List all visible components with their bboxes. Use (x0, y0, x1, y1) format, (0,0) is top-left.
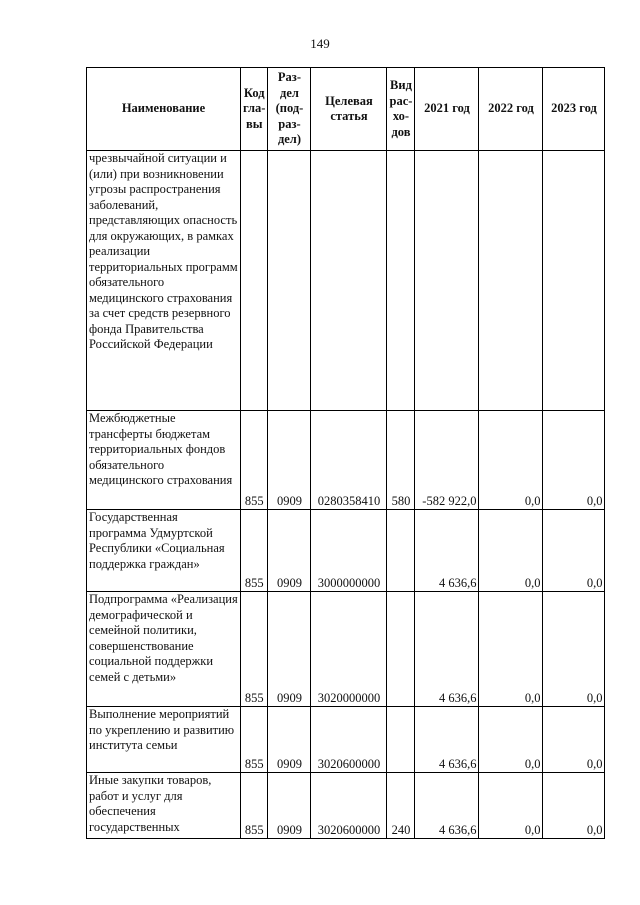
row-name: чрезвычайной ситуации и (или) при возникновении угрозы распространения заболеваний, представляющих опасность для окружающих, в рамках реализации территориальных программ обязательного медицинского страхования за счет средств резервного фонда Правительства Российской Федерации (87, 151, 241, 411)
row-code: 855 (241, 773, 268, 839)
row-code: 855 (241, 510, 268, 592)
row-name: Выполнение мероприятий по укреплению и развитию института семьи (87, 707, 241, 773)
row-name: Межбюджетные трансферты бюджетам территориальных фондов обязательного медицинского страхования (87, 411, 241, 510)
row-2021: 4 636,6 (415, 592, 479, 707)
page-number: 149 (310, 36, 330, 51)
row-code (241, 151, 268, 411)
row-target: 3000000000 (311, 510, 387, 592)
row-2022: 0,0 (479, 510, 543, 592)
row-type (387, 510, 415, 592)
row-section: 0909 (268, 510, 311, 592)
header-section: Раз- дел (под- раз- дел) (268, 68, 311, 151)
row-target: 3020600000 (311, 773, 387, 839)
header-row (87, 68, 605, 151)
row-2022: 0,0 (479, 707, 543, 773)
row-section: 0909 (268, 411, 311, 510)
row-code: 855 (241, 592, 268, 707)
row-2021: 4 636,6 (415, 510, 479, 592)
table-row (87, 592, 605, 707)
row-type: 580 (387, 411, 415, 510)
row-name: Подпрограмма «Реализация демографической и семейной политики, совершенствование социальной поддержки семей с детьми» (87, 592, 241, 707)
row-name: Иные закупки товаров, работ и услуг для обеспечения государственных (87, 773, 241, 839)
row-2023: 0,0 (543, 773, 605, 839)
row-target: 0280358410 (311, 411, 387, 510)
row-type (387, 707, 415, 773)
row-target: 3020000000 (311, 592, 387, 707)
row-2023 (543, 151, 605, 411)
row-2023: 0,0 (543, 411, 605, 510)
row-2023: 0,0 (543, 707, 605, 773)
row-type (387, 151, 415, 411)
table-row (87, 773, 605, 839)
row-2022: 0,0 (479, 773, 543, 839)
row-code: 855 (241, 707, 268, 773)
row-2021: 4 636,6 (415, 707, 479, 773)
header-name: Наименование (87, 68, 241, 151)
row-section (268, 151, 311, 411)
row-target: 3020600000 (311, 707, 387, 773)
row-2022 (479, 151, 543, 411)
header-type: Вид рас- хо- дов (387, 68, 415, 151)
row-2021: 4 636,6 (415, 773, 479, 839)
row-2023: 0,0 (543, 592, 605, 707)
table-row (87, 151, 605, 411)
row-2023: 0,0 (543, 510, 605, 592)
row-2021 (415, 151, 479, 411)
table-row (87, 707, 605, 773)
budget-table (86, 67, 605, 839)
row-2021: -582 922,0 (415, 411, 479, 510)
header-code: Код гла- вы (241, 68, 268, 151)
row-2022: 0,0 (479, 411, 543, 510)
row-2022: 0,0 (479, 592, 543, 707)
header-2021: 2021 год (415, 68, 479, 151)
table-row (87, 510, 605, 592)
row-name: Государственная программа Удмуртской Республики «Социальная поддержка граждан» (87, 510, 241, 592)
row-section: 0909 (268, 592, 311, 707)
row-target (311, 151, 387, 411)
row-code: 855 (241, 411, 268, 510)
header-2022: 2022 год (479, 68, 543, 151)
row-section: 0909 (268, 707, 311, 773)
table-row (87, 411, 605, 510)
header-2023: 2023 год (543, 68, 605, 151)
row-type: 240 (387, 773, 415, 839)
header-target: Целевая статья (311, 68, 387, 151)
row-section: 0909 (268, 773, 311, 839)
row-type (387, 592, 415, 707)
